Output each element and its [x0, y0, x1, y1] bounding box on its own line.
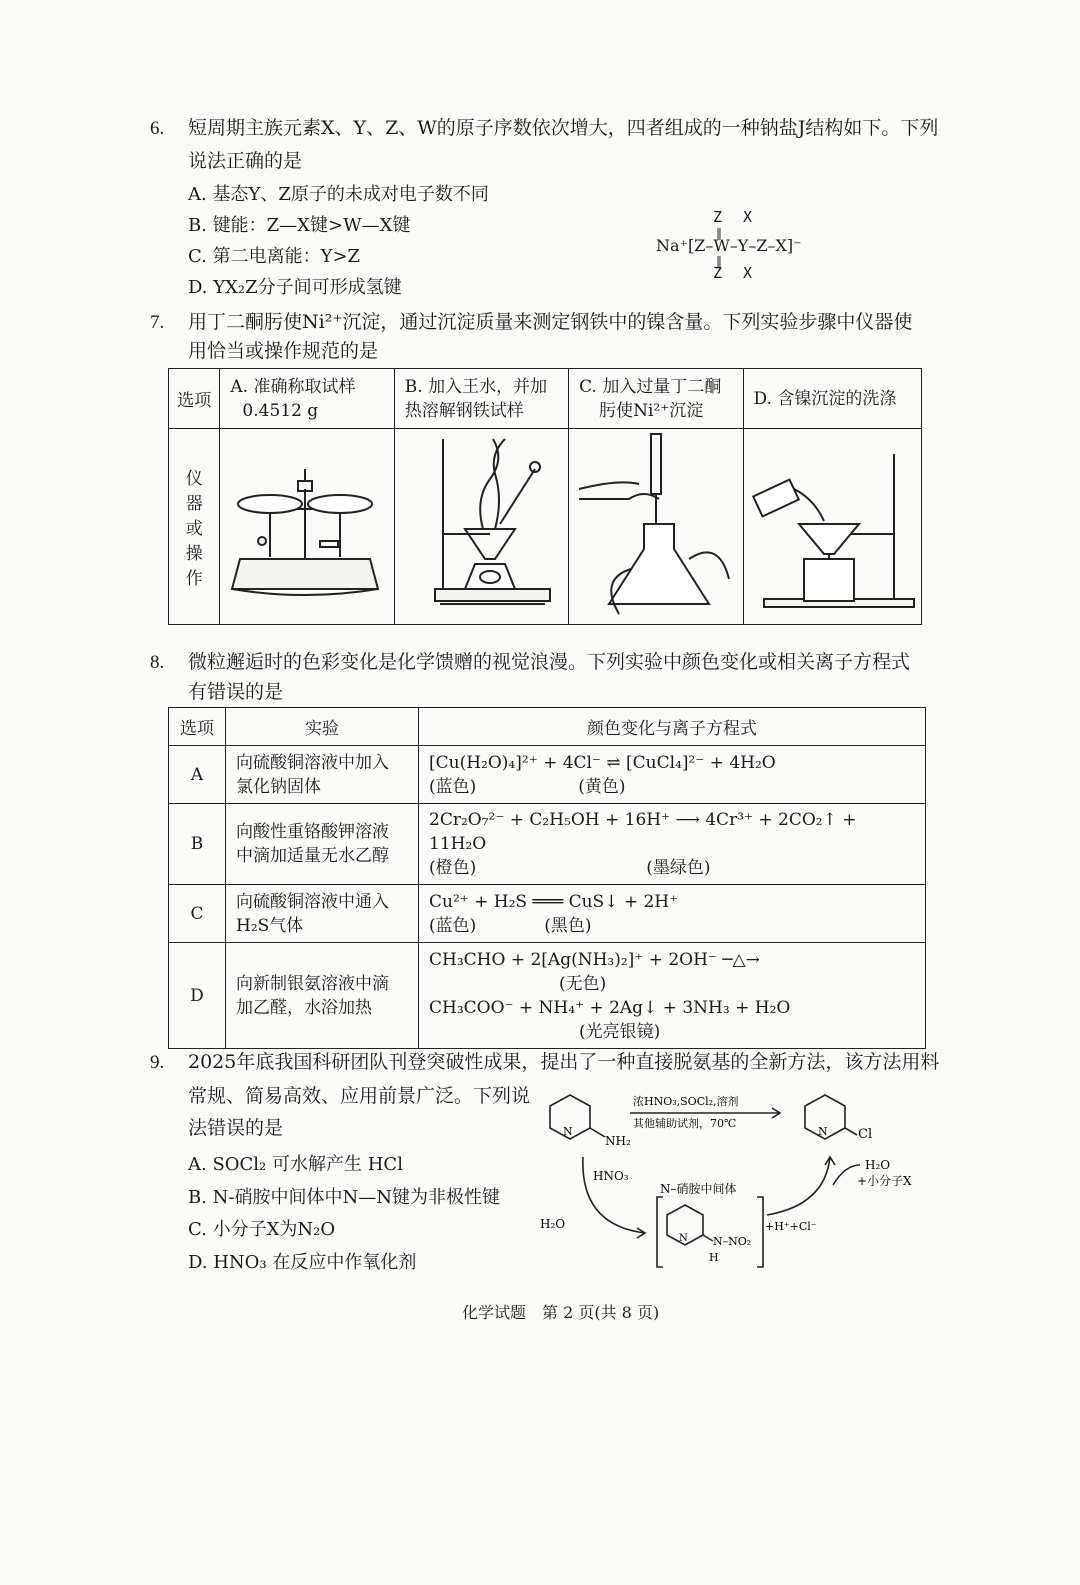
q7-stem-line2: 用恰当或操作规范的是 — [188, 340, 379, 362]
q6-option-b: B. 键能：Z—X键>W—X键 — [188, 215, 411, 236]
q7-number: 7. — [150, 312, 165, 333]
q9-stem-line2: 常规、简易高效、应用前景广泛。下列说 — [188, 1085, 531, 1107]
q7-option-d-text: D. 含镍沉淀的洗涤 — [753, 388, 897, 409]
heating-illustration-cell — [394, 429, 568, 625]
row-option: B — [169, 804, 226, 885]
q7-header-label: 选项 — [169, 369, 220, 429]
q8-table — [168, 707, 926, 1049]
q6-stem-line2: 说法正确的是 — [188, 150, 303, 172]
row-label-char: 作 — [185, 569, 203, 589]
h-cl-label: +H⁺+Cl⁻ — [765, 1220, 817, 1233]
q9-option-a: A. SOCl₂ 可水解产生 HCl — [188, 1154, 403, 1175]
product-curve-arrow — [767, 1157, 830, 1215]
q6-stem-line1: 短周期主族元素X、Y、Z、W的原子序数依次增大，四者组成的一种钠盐J结构如下。下列 — [188, 117, 939, 139]
row-option: C — [169, 885, 226, 943]
q6-option-a: A. 基态Y、Z原子的未成对电子数不同 — [188, 184, 489, 205]
n-atom-product: N — [818, 1125, 828, 1138]
q6-number: 6. — [150, 118, 165, 139]
filtration-washing-illustration — [744, 429, 920, 619]
q8-header-experiment: 实验 — [226, 708, 419, 746]
balance-illustration-cell — [220, 429, 394, 625]
q8-number: 8. — [150, 652, 165, 673]
h2o-left-label: H₂O — [540, 1217, 566, 1231]
q7-option-d-cell — [743, 369, 921, 429]
q9-number: 9. — [150, 1052, 165, 1073]
washing-illustration-cell — [743, 429, 921, 625]
q7-option-b-text: B. 加入王水，并加 — [404, 376, 548, 397]
row-experiment: 向新制银氨溶液中滴 加乙醛，水浴加热 — [226, 943, 419, 1049]
row-experiment: 向硫酸铜溶液中加入 氯化钠固体 — [226, 746, 419, 804]
row-equation: Cu²⁺ + H₂S ═══ CuS↓ + 2H⁺ (蓝色) (黑色) — [419, 885, 926, 943]
q6-option-c: C. 第二电离能：Y>Z — [188, 246, 361, 267]
q7-option-a-mass: 0.4512 g — [242, 400, 319, 421]
q7-row-label — [169, 429, 220, 625]
row-equation: CH₃CHO + 2[Ag(NH₃)₂]⁺ + 2OH⁻ ─△→ (无色) CH₃COO⁻ + NH₄⁺ + 2Ag↓ + 3NH₃ + H₂O (光亮银镜) — [419, 943, 926, 1049]
row-experiment: 向硫酸铜溶液中通入 H₂S气体 — [226, 885, 419, 943]
q7-stem-line1: 用丁二酮肟使Ni²⁺沉淀，通过沉淀质量来测定钢铁中的镍含量。下列实验步骤中仪器使 — [188, 311, 913, 333]
flask-dropper-illustration — [569, 429, 741, 619]
row-label-char: 或 — [185, 519, 203, 539]
row-option: D — [169, 943, 226, 1049]
q9-stem-line3: 法错误的是 — [188, 1117, 284, 1139]
table-row — [169, 804, 926, 885]
q9-option-b: B. N-硝胺中间体中N—N键为非极性键 — [188, 1187, 501, 1208]
table-row — [169, 746, 926, 804]
q8-stem-line1: 微粒邂逅时的色彩变化是化学馈赠的视觉浪漫。下列实验中颜色变化或相关离子方程式 — [188, 651, 911, 673]
intermediate-label: N–硝胺中间体 — [660, 1182, 737, 1196]
precipitation-illustration-cell — [569, 429, 743, 625]
reagent-top-label: 浓HNO₃,SOCl₂,溶剂 — [633, 1095, 739, 1108]
q7-table — [168, 368, 922, 625]
row-equation: [Cu(H₂O)₄]²⁺ + 4Cl⁻ ⇌ [CuCl₄]²⁻ + 4H₂O (蓝色) (黄色) — [419, 746, 926, 804]
double-bond-bottom: ‖ — [716, 254, 722, 268]
q8-stem-line2: 有错误的是 — [188, 681, 284, 703]
nh-hydrogen: H — [709, 1251, 719, 1264]
table-row — [169, 885, 926, 943]
row-option: A — [169, 746, 226, 804]
q7-option-c-text2: 肟使Ni²⁺沉淀 — [599, 400, 704, 421]
reaction-scheme — [535, 1085, 945, 1275]
page-footer: 化学试题 第 2 页(共 8 页) — [462, 1303, 660, 1322]
q9-stem-line1: 2025年底我国科研团队刊登突破性成果，提出了一种直接脱氨基的全新方法，该方法用料 — [188, 1051, 940, 1073]
h2o-right-label: H₂O — [865, 1158, 891, 1172]
structure-main-chain: Na⁺[Z–W–Y–Z–X]⁻ — [656, 236, 802, 255]
structure-top-atoms: Z X — [713, 208, 759, 226]
row-experiment: 向酸性重铬酸钾溶液 中滴加适量无水乙醇 — [226, 804, 419, 885]
row-label-char: 仪 — [185, 469, 203, 489]
n-atom-reactant: N — [563, 1125, 573, 1138]
row-equation: 2Cr₂O₇²⁻ + C₂H₅OH + 16H⁺ ⟶ 4Cr³⁺ + 2CO₂↑ + 11H₂O (橙色) (墨绿色) — [419, 804, 926, 885]
q7-option-b-text2: 热溶解钢铁试样 — [404, 400, 524, 421]
q7-option-c-cell — [569, 369, 743, 429]
nh2-group: NH₂ — [605, 1134, 631, 1148]
reagent-bottom-label: 其他辅助试剂，70℃ — [633, 1117, 737, 1130]
table-row — [169, 943, 926, 1049]
small-molecule-x-label: +小分子X — [857, 1174, 912, 1188]
heating-funnel-illustration — [395, 429, 567, 619]
n-atom-intermediate: N — [679, 1233, 688, 1244]
row-label-char: 操 — [185, 544, 203, 564]
nitro-group: N–NO₂ — [713, 1235, 752, 1248]
balance-scale-illustration — [220, 429, 392, 619]
q7-option-c-text: C. 加入过量丁二酮 — [579, 376, 722, 397]
q8-header-equation: 颜色变化与离子方程式 — [419, 708, 926, 746]
q6-option-d: D. YX₂Z分子间可形成氢键 — [188, 277, 402, 298]
hno3-label: HNO₃ — [593, 1169, 629, 1183]
cl-group: Cl — [858, 1127, 873, 1142]
q8-header-option: 选项 — [169, 708, 226, 746]
double-bond-top: ‖ — [716, 226, 722, 240]
structure-bottom-atoms: Z X — [713, 264, 759, 282]
q7-option-b-cell — [394, 369, 568, 429]
q9-option-d: D. HNO₃ 在反应中作氧化剂 — [188, 1252, 417, 1273]
q7-option-a-cell — [220, 369, 394, 429]
q9-option-c: C. 小分子X为N₂O — [188, 1219, 336, 1240]
row-label-char: 器 — [185, 494, 203, 514]
q7-option-a-text: A. 准确称取试样 — [230, 376, 356, 397]
